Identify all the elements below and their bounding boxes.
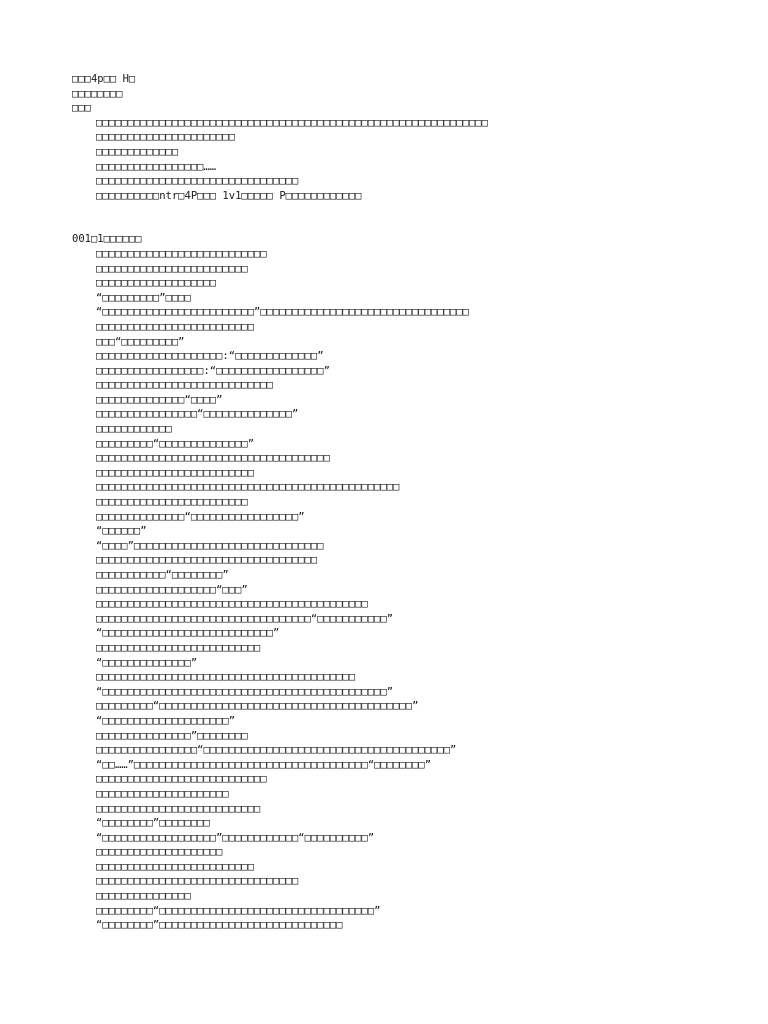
body-line: “□□……”□□□□□□□□□□□□□□□□□□□□□□□□□□□□□□□□□□□□□“□□□□□□□□” [96, 758, 432, 771]
body-line: □□□□□□□□□□□□□□□”□□□□□□□□ [96, 729, 248, 742]
intro-line: □□□□□□□□□□ntr□4P□□□ 1v1□□□□□ P□□□□□□□□□□□□ [96, 189, 362, 202]
intro-line: □□□□□□□□□□□□□□□□□□□□□□ [96, 131, 236, 144]
body-line: □□□□□□□□□□□□□□“□□□□” [96, 393, 223, 406]
body-line: □□□□□□□□□“□□□□□□□□□□□□□□□□□□□□□□□□□□□□□□□□□□□□□□□□” [96, 700, 419, 713]
body-line: □□□□□□□□□□□□□□□□“□□□□□□□□□□□□□□” [96, 408, 299, 421]
body-line: □□□□□□□□□□□□□□□□□:“□□□□□□□□□□□□□□□□□” [96, 364, 330, 377]
body-line: “□□□□□□□□□□□□□□” [96, 656, 198, 669]
body-line: □□□□□□□□□□□□□□□□□□□□:“□□□□□□□□□□□□□” [96, 350, 324, 363]
body-line: □□□□□□□□□□□□□□□ [96, 890, 191, 903]
body-line: □□□□□□□□□□□□□□□□□□□□□□□□□□□□□□□□□□□□□□□□□ [96, 671, 356, 684]
body-line: □□□□□□□□□□□□□□□□□□□□ [96, 846, 223, 859]
body-line: □□□□□□□□□□□□□□□□□□□□□□□□ [96, 262, 248, 275]
body-line: □□□□□□□□□□□“□□□□□□□□” [96, 569, 229, 581]
body-line: □□□□□□□□□□□□□□□□□□□“□□□” [96, 583, 248, 596]
body-line: “□□□□□□□□□□□□□□□□□□□□□□□□□□□” [96, 627, 280, 640]
body-line: “□□□□□□□□□”□□□□ [96, 291, 191, 304]
section-spacer [72, 203, 696, 232]
body-line: □□□□□□□□□“□□□□□□□□□□□□□□” [96, 437, 255, 450]
body-line: □□□□□□□□□□□□□□□□□□□□□□□□□ [96, 860, 255, 873]
body-line: □□□□□□□□□□□□□□□□□□□□□□□□□□□□□□□□□□□ [96, 554, 318, 567]
body-line: “□□□□□□□□”□□□□□□□□ [96, 817, 210, 830]
intro-line: □□□□□□□□□□□□□ [96, 145, 179, 158]
body-line: □□□□□□□□□□□□□□“□□□□□□□□□□□□□□□□□” [96, 510, 305, 523]
body-line: □□□“□□□□□□□□□” [96, 335, 185, 348]
chapter-body [72, 247, 696, 933]
body-line: □□□□□□□□□□□□□□□□□□□□□□□□□□□□□□□□ [96, 875, 299, 888]
body-line: “□□□□”□□□□□□□□□□□□□□□□□□□□□□□□□□□□□□ [96, 539, 324, 552]
body-line: □□□□□□□□□□□□□□□□□□□□□□□□□□□□□□□□□□□□□□□□□□□ [96, 598, 368, 611]
intro-line: □□□□□□□□□□□□□□□□□□□□□□□□□□□□□□□□□□□□□□□□□□□□□□□□□□□□□□□□□□□□□□ [96, 116, 488, 129]
body-line: “□□□□□□□□□□□□□□□□□□”□□□□□□□□□□□□“□□□□□□□□□□” [96, 831, 375, 844]
body-line: “□□□□□□□□”□□□□□□□□□□□□□□□□□□□□□□□□□□□□□ [96, 919, 343, 932]
body-line: “□□□□□□□□□□□□□□□□□□□□” [96, 714, 236, 727]
body-line: “□□□□□□□□□□□□□□□□□□□□□□□□□□□□□□□□□□□□□□□□□□□□□” [96, 685, 394, 698]
body-line: □□□□□□□□□□□□□□□□□□□□□□□□□□ [96, 802, 261, 815]
body-line: □□□□□□□□□□□□ [96, 423, 172, 436]
intro-line: □□□□□□□□□□□□□□□□□…… [96, 160, 217, 173]
body-line: □□□□□□□□□□□□□□□□□□□□□□□□□□□□□□□□□□□□□□□□□□□□□□□□ [96, 481, 400, 494]
intro-line: □□□□□□□□□□□□□□□□□□□□□□□□□□□□□□□□ [96, 175, 299, 188]
body-line: □□□□□□□□□□□□□□□□“□□□□□□□□□□□□□□□□□□□□□□□□□□□□□□□□□□□□□□□” [96, 744, 457, 757]
body-line: □□□□□□□□□□□□□□□□□□□□□□□□□□□□ [96, 379, 274, 392]
body-line: □□□□□□□□□□□□□□□□□□□ [96, 277, 217, 290]
body-line: □□□□□□□□□□□□□□□□□□□□□□□□□□□ [96, 247, 267, 260]
body-line: “□□□□□□” [96, 525, 147, 538]
body-line: □□□□□□□□□□□□□□□□□□□□□□□□□□□□□□□□□□“□□□□□□□□□□□” [96, 612, 394, 625]
body-line: □□□□□□□□□□□□□□□□□□□□□□□□□□□□□□□□□□□□□ [96, 452, 330, 465]
document-subtitle: □□□□□□□□ [72, 87, 123, 100]
document-title: □□□4p□□ H□ [72, 73, 136, 85]
intro-label: □□□ [72, 102, 91, 115]
chapter-heading: 001□1□□□□□□ [72, 233, 142, 246]
body-line: □□□□□□□□□□□□□□□□□□□□□□□□□□ [96, 641, 261, 654]
body-line: □□□□□□□□□□□□□□□□□□□□□□□□□□□ [96, 773, 267, 786]
body-line: □□□□□□□□□□□□□□□□□□□□□ [96, 787, 229, 800]
body-line: □□□□□□□□□□□□□□□□□□□□□□□□□ [96, 466, 255, 479]
intro-block [72, 116, 696, 204]
body-line: □□□□□□□□□□□□□□□□□□□□□□□□□ [96, 320, 255, 333]
body-line: □□□□□□□□□“□□□□□□□□□□□□□□□□□□□□□□□□□□□□□□□□□□” [96, 904, 381, 917]
body-line: “□□□□□□□□□□□□□□□□□□□□□□□□”□□□□□□□□□□□□□□□□□□□□□□□□□□□□□□□□□ [96, 306, 469, 319]
body-line: □□□□□□□□□□□□□□□□□□□□□□□□ [96, 496, 248, 509]
